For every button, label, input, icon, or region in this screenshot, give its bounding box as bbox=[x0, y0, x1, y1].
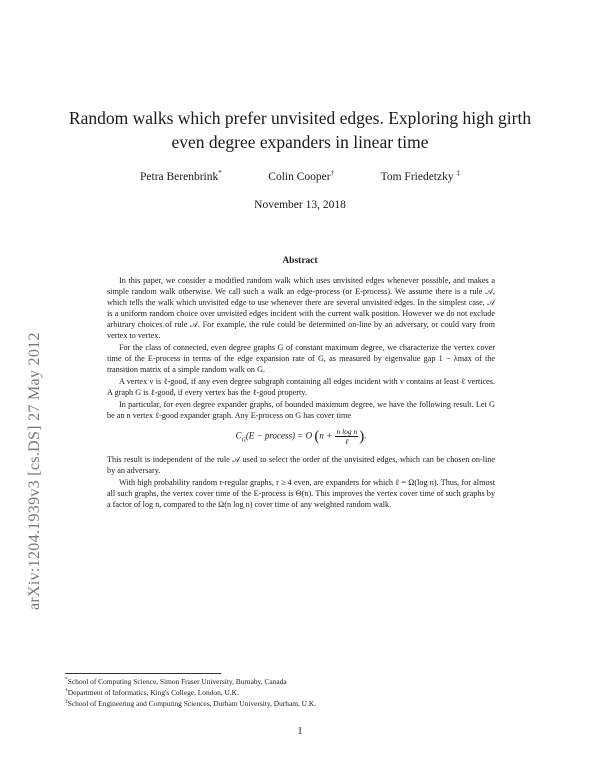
footnote-text: School of Computing Science, Simon Fraser University, Burnaby, Canada bbox=[67, 677, 287, 686]
abstract-paragraph: For the class of connected, even degree graphs G of constant maximum degree, we characterize the vertex cover time of the E-process in terms of the edge expansion rate of G, as measured by eigenvalue gap 1 − λmax of the transition matrix of a simple random walk on G. bbox=[107, 343, 495, 374]
footnote bbox=[65, 687, 535, 698]
formula-tail: . bbox=[364, 430, 367, 441]
formula-lhs-arg: (E − process) = O bbox=[245, 430, 313, 441]
formula-denominator: ℓ bbox=[345, 437, 349, 446]
formula-lhs: C bbox=[235, 430, 242, 441]
formula-close-paren: ) bbox=[359, 428, 365, 445]
paper-date: November 13, 2018 bbox=[254, 199, 346, 211]
footnote-mark: * bbox=[65, 676, 68, 683]
title-line-2: even degree expanders in linear time bbox=[171, 132, 429, 152]
author-list bbox=[140, 171, 460, 183]
abstract-heading: Abstract bbox=[282, 256, 318, 266]
arxiv-stamp: arXiv:1204.1939v3 [cs.DS] 27 May 2012 bbox=[26, 332, 43, 610]
author-name: Colin Cooper bbox=[268, 171, 331, 183]
footnote bbox=[65, 698, 535, 709]
paper-title bbox=[60, 106, 540, 154]
footnotes bbox=[65, 676, 535, 709]
formula-fraction bbox=[335, 427, 358, 446]
author-1 bbox=[140, 171, 222, 183]
abstract-paragraph: In this paper, we consider a modified random walk which uses unvisited edges whenever possible, and makes a simple random walk otherwise. We call such a walk an edge-process (or E-process). We assume there is a rule 𝒜, which tells the walk which unvisited edge to use whenever there are several unvisited edges. In the simplest case, 𝒜 is a uniform random choice over unvisited edges incident with the current walk position. However we do not exclude arbitrary choices of rule 𝒜. For example, the rule could be determined on-line by an adversary, or could vary from vertex to vertex. bbox=[107, 276, 495, 340]
page-number: 1 bbox=[297, 726, 303, 737]
author-name: Petra Berenbrink bbox=[140, 171, 219, 183]
formula-open-paren: ( bbox=[314, 428, 320, 445]
formula-numerator: n log n bbox=[336, 427, 358, 436]
footnote-text: School of Engineering and Computing Sciences, Durham University, Durham, U.K. bbox=[67, 699, 317, 708]
cover-time-formula bbox=[107, 427, 495, 447]
author-2 bbox=[268, 171, 334, 183]
author-name: Tom Friedetzky bbox=[380, 171, 454, 183]
footnote-mark: † bbox=[65, 687, 68, 694]
abstract-paragraph: With high probability random r-regular graphs, r ≥ 4 even, are expanders for which ℓ = Ω(log n). Thus, for almost all such graphs, the vertex cover time of the E-process is Θ(n). This improves the vertex cover time of such graphs by a factor of log n, compared to the Ω(n log n) cover time of any weighted random walk. bbox=[107, 478, 495, 510]
author-3 bbox=[381, 171, 460, 183]
author-mark: ‡ bbox=[456, 169, 460, 178]
footnote-divider bbox=[65, 673, 221, 674]
formula-inner: n + bbox=[319, 430, 335, 441]
footnote bbox=[65, 676, 535, 687]
footnote-mark: ‡ bbox=[65, 698, 68, 705]
formula-lhs-sub: G bbox=[241, 437, 246, 444]
footnote-text: Department of Informatics, King's College, London, U.K. bbox=[67, 688, 239, 697]
abstract-paragraph: This result is independent of the rule 𝒜 used to select the order of the unvisited edges, which can be chosen on-line by an adversary. bbox=[107, 455, 495, 476]
title-line-1: Random walks which prefer unvisited edges. Exploring high girth bbox=[68, 108, 532, 128]
abstract-paragraph: In particular, for even degree expander graphs, of bounded maximum degree, we have the following result. Let G be an n vertex ℓ-good expander graph. Any E-process on G has cover time bbox=[107, 400, 495, 420]
abstract-body bbox=[107, 275, 495, 511]
author-mark: * bbox=[218, 169, 222, 178]
author-mark: † bbox=[330, 169, 335, 178]
abstract-paragraph: A vertex v is ℓ-good, if any even degree subgraph containing all edges incident with v contains at least ℓ vertices. A graph G is ℓ-good, if every vertex has the ℓ-good property. bbox=[107, 377, 495, 397]
